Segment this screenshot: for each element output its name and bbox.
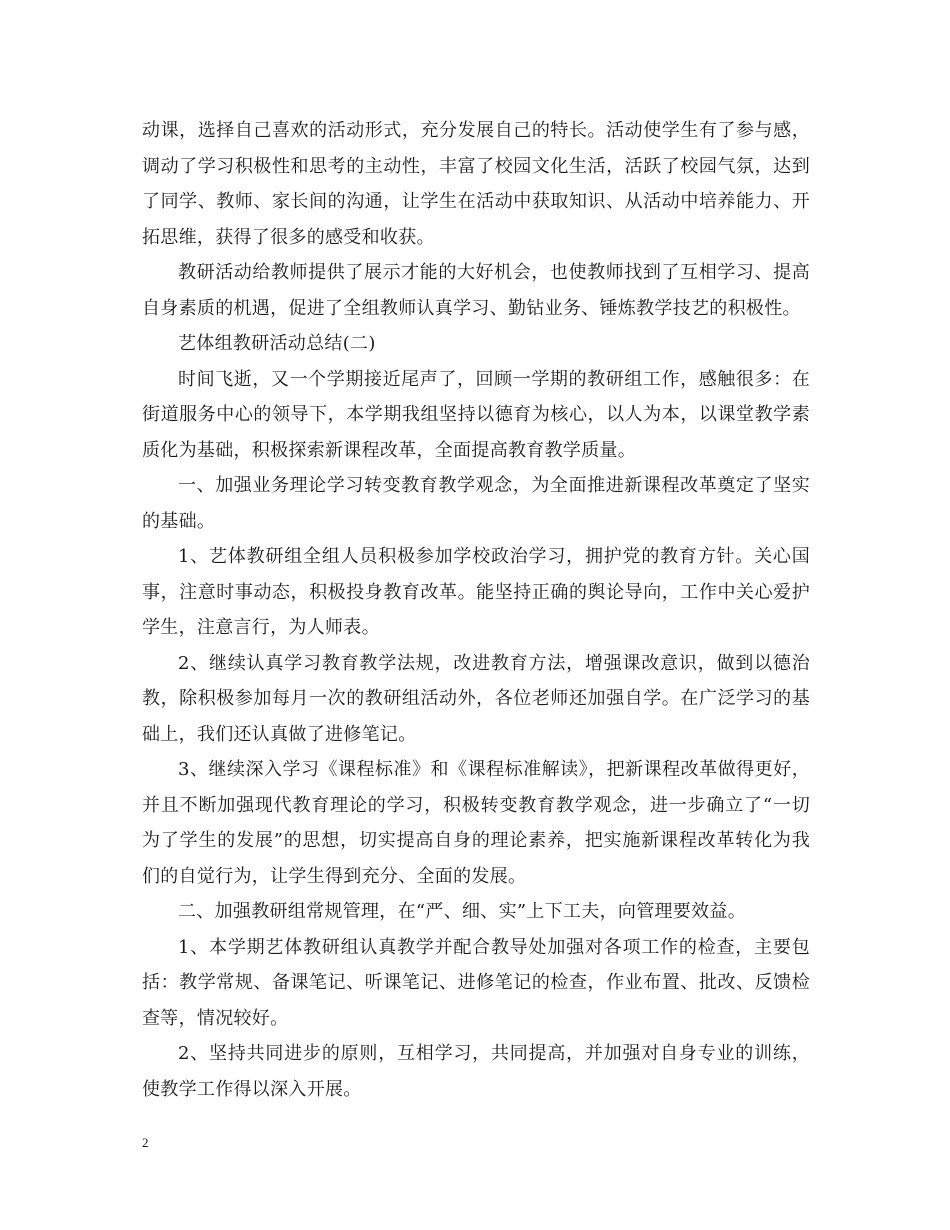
paragraph: 1、本学期艺体教研组认真教学并配合教导处加强对各项工作的检查，主要包括：教学常规、备课笔记、听课笔记、进修笔记的检查，作业布置、批改、反馈检查等，情况较好。	[142, 936, 810, 1029]
paragraph: 1、艺体教研组全组人员积极参加学校政治学习，拥护党的教育方针。关心国事，注意时事动态，积极投身教育改革。能坚持正确的舆论导向，工作中关心爱护学生，注意言行，为人师表。	[142, 546, 810, 638]
section-heading: 二、加强教研组常规管理，在“严、细、实”上下工夫，向管理要效益。	[178, 901, 747, 922]
section-heading: 一、加强业务理论学习转变教育教学观念，为全面推进新课程改革奠定了坚实的基础。	[142, 475, 810, 532]
document-body	[142, 113, 810, 1107]
page-number: 2	[142, 1135, 149, 1150]
paragraph: 动课，选择自己喜欢的活动形式，充分发展自己的特长。活动使学生有了参与感，调动了学习积极性和思考的主动性，丰富了校园文化生活，活跃了校园气氛，达到了同学、教师、家长间的沟通，让学生在活动中获取知识、从活动中培养能力、开拓思维，获得了很多的感受和收获。	[142, 120, 810, 248]
paragraph: 2、继续认真学习教育教学法规，改进教育方法，增强课改意识，做到以德治教，除积极参加每月一次的教研组活动外，各位老师还加强自学。在广泛学习的基础上，我们还认真做了进修笔记。	[142, 652, 810, 745]
section-heading: 艺体组教研活动总结(二)	[178, 333, 376, 354]
paragraph: 时间飞逝，又一个学期接近尾声了，回顾一学期的教研组工作，感触很多：在街道服务中心的领导下，本学期我组坚持以德育为核心，以人为本，以课堂教学素质化为基础，积极探索新课程改革，全面提高教育教学质量。	[142, 368, 810, 461]
paragraph: 教研活动给教师提供了展示才能的大好机会，也使教师找到了互相学习、提高自身素质的机遇，促进了全组教师认真学习、勤钻业务、锤炼教学技艺的积极性。	[142, 262, 810, 319]
paragraph: 3、继续深入学习《课程标准》和《课程标准解读》，把新课程改革做得更好，并且不断加强现代教育理论的学习，积极转变教育教学观念，进一步确立了“一切为了学生的发展”的思想，切实提高自身的理论素养，把实施新课程改革转化为我们的自觉行为，让学生得到充分、全面的发展。	[142, 759, 810, 887]
paragraph: 2、坚持共同进步的原则，互相学习，共同提高，并加强对自身专业的训练，使教学工作得以深入开展。	[142, 1043, 810, 1100]
